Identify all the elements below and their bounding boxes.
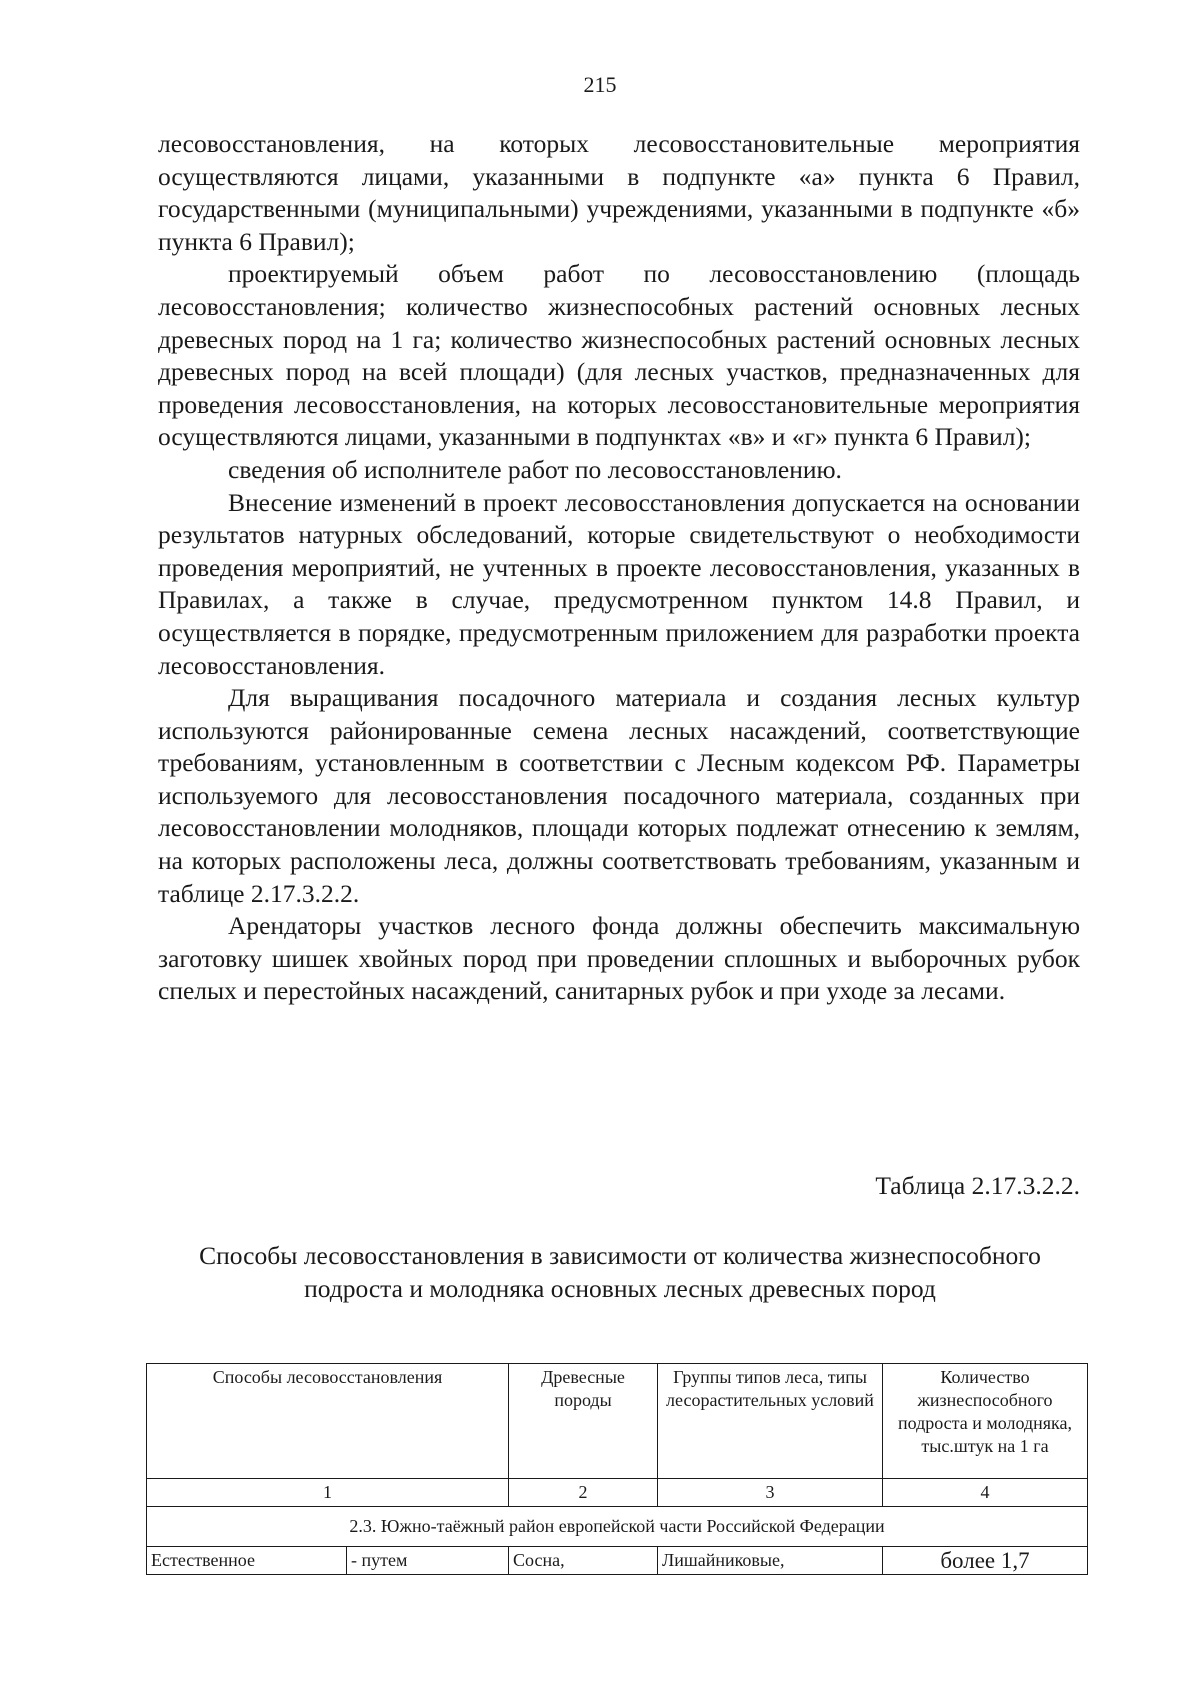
table-header-cell: Группы типов леса, типы лесорастительных условий	[658, 1364, 883, 1479]
table-section-row	[147, 1507, 1088, 1547]
table-cell-forest-type: Лишайниковые,	[658, 1547, 883, 1575]
table-header-cell: Древесные породы	[509, 1364, 658, 1479]
table-header-cell: Способы лесовосстановления	[147, 1364, 509, 1479]
table-column-number-row	[147, 1479, 1088, 1507]
table-cell-quantity: более 1,7	[883, 1547, 1088, 1575]
column-number: 4	[883, 1479, 1088, 1507]
table-title: Способы лесовосстановления в зависимости от количества жизнеспособного подроста и молодняка основных лесных древесных пород	[199, 1241, 1041, 1303]
paragraph: Внесение изменений в проект лесовосстановления допускается на основании результатов натурных обследований, которые свидетельствуют о необходимости проведения мероприятий, не учтенных в проекте лесовосстановления, указанных в Правилах, а также в случае, предусмотренном пунктом 14.8 Правил, и осуществляется в порядке, предусмотренным приложением для разработки проекта лесовосстановления.	[158, 487, 1080, 680]
paragraph: Арендаторы участков лесного фонда должны обеспечить максимальную заготовку шишек хвойных пород при проведении сплошных и выборочных рубок спелых и перестойных насаждений, санитарных рубок и при уходе за лесами.	[158, 911, 1080, 1006]
table-cell-submethod: - путем	[347, 1547, 509, 1575]
table-header-row	[147, 1364, 1088, 1479]
data-table	[146, 1363, 1088, 1575]
table-cell-method: Естественное	[147, 1547, 347, 1575]
column-number: 2	[509, 1479, 658, 1507]
paragraph: лесовосстановления, на которых лесовосстановительные мероприятия осуществляются лицами, указанными в подпункте «а» пункта 6 Правил, государственными (муниципальными) учреждениями, указанными в подпункте «б» пункта 6 Правил);	[158, 129, 1080, 256]
section-heading: 2.3. Южно-таёжный район европейской части Российской Федерации	[147, 1507, 1088, 1547]
table-row	[147, 1547, 1088, 1575]
table-header-cell: Количество жизнеспособного подроста и молодняка, тыс.штук на 1 га	[883, 1364, 1088, 1479]
table-caption: Таблица 2.17.3.2.2.	[875, 1171, 1080, 1200]
page-number: 215	[583, 72, 617, 97]
paragraph: сведения об исполнителе работ по лесовосстановлению.	[228, 454, 842, 484]
column-number: 3	[658, 1479, 883, 1507]
paragraph: проектируемый объем работ по лесовосстановлению (площадь лесовосстановления; количество жизнеспособных растений основных лесных древесных пород на 1 га; количество жизнеспособных растений основных лесных древесных пород на всей площади) (для лесных участков, предназначенных для проведения лесовосстановления, на которых лесовосстановительные мероприятия осуществляются лицами, указанными в подпунктах «в» и «г» пункта 6 Правил);	[158, 259, 1080, 452]
table-cell-species: Сосна,	[509, 1547, 658, 1575]
body-text	[158, 128, 1080, 1008]
column-number: 1	[147, 1479, 509, 1507]
paragraph: Для выращивания посадочного материала и создания лесных культур используются районированные семена лесных насаждений, соответствующие требованиям, установленным в соответствии с Лесным кодексом РФ. Параметры используемого для лесовосстановления посадочного материала, созданных при лесовосстановлении молодняков, площади которых подлежат отнесению к землям, на которых расположены леса, должны соответствовать требованиям, указанным и таблице 2.17.3.2.2.	[158, 683, 1080, 908]
